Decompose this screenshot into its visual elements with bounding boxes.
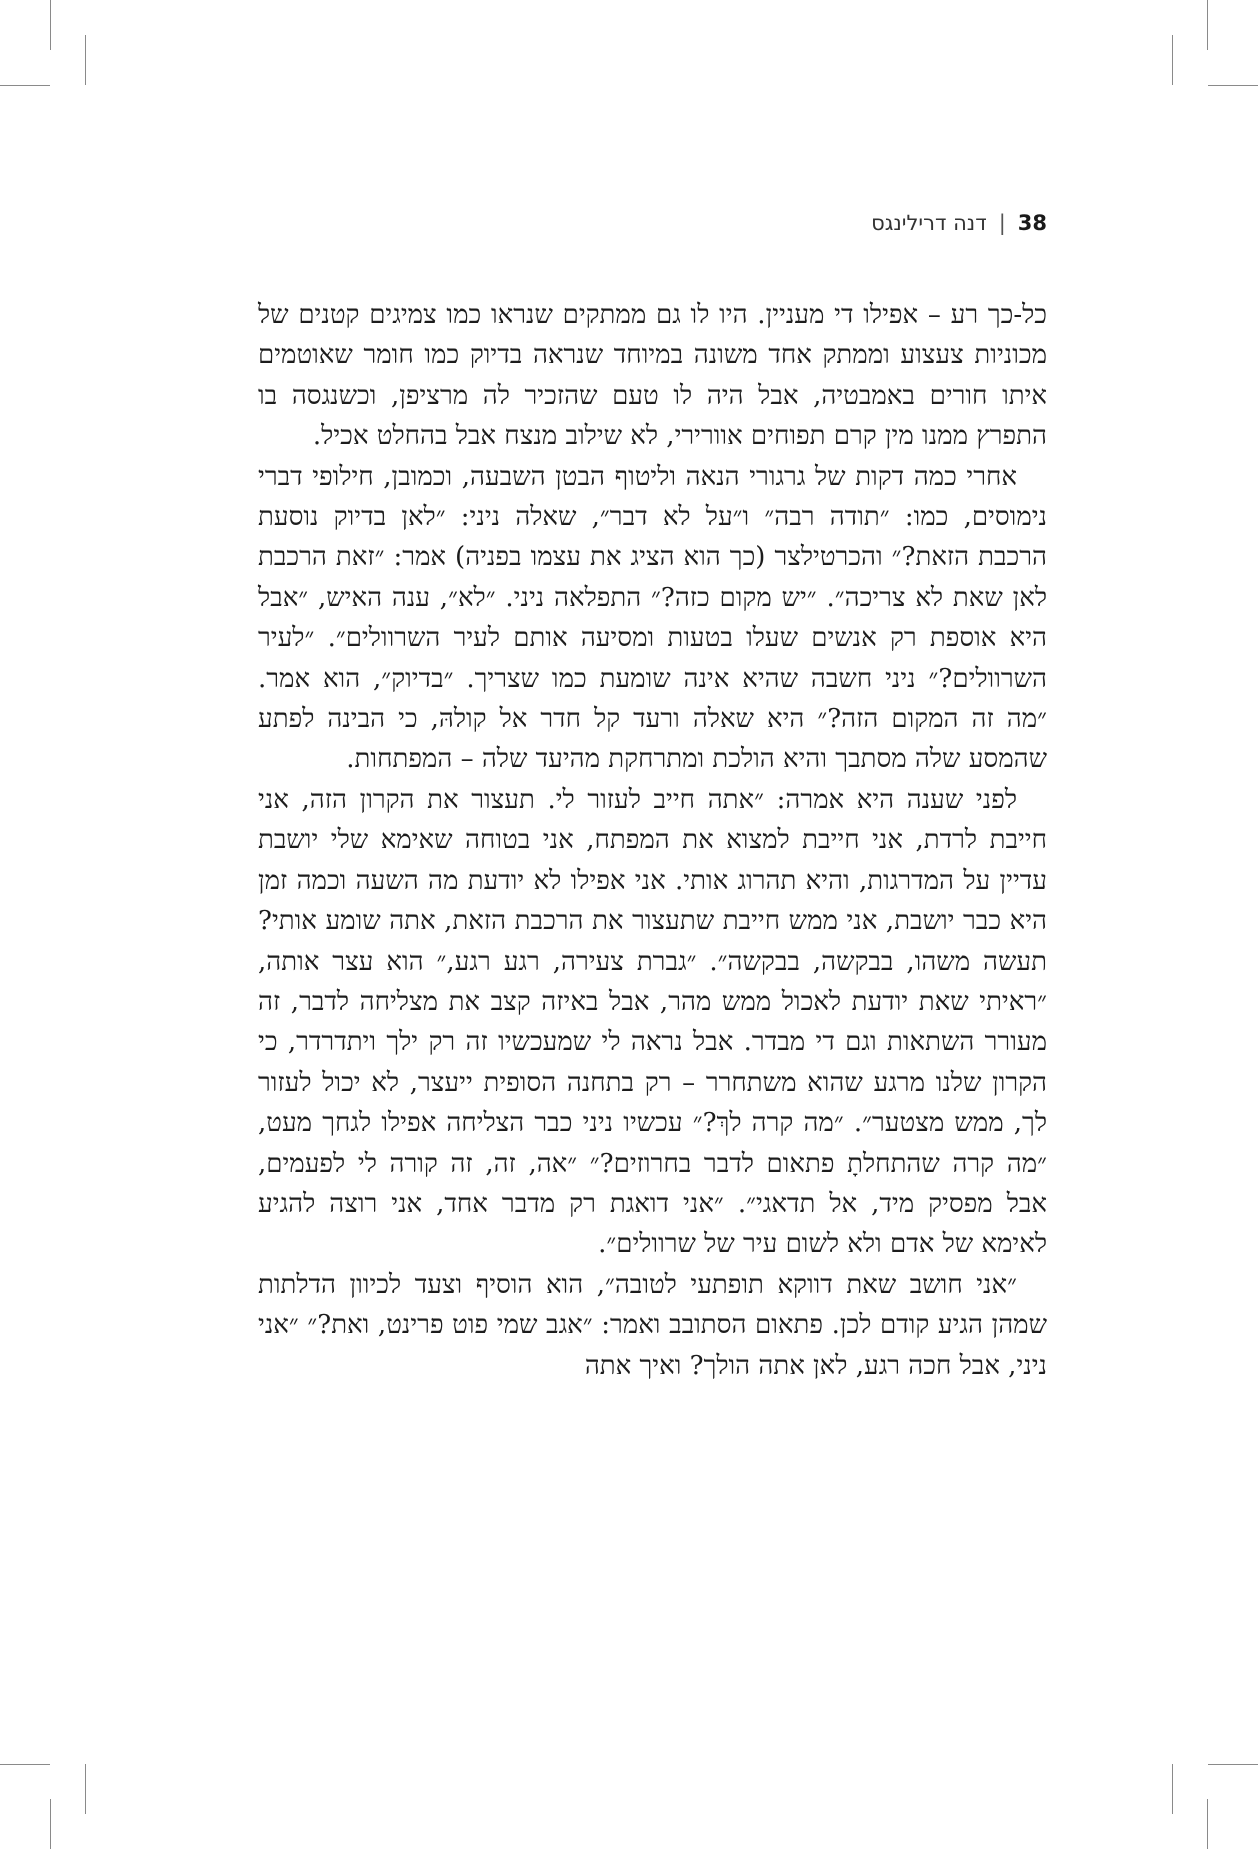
paragraph-1: כל-כך רע – אפילו די מעניין. היו לו גם ממתקים שנראו כמו צמיגים קטנים של מכוניות צעצוע וממתק אחד משונה במיוחד שנראה בדיוק כמו חומר שאוטמים איתו חורים באמבטיה, אבל היה לו טעם שהזכיר לה מרציפן, וכשנגסה בו התפרץ ממנו מין קרם תפוחים אוורירי, לא שילוב מנצח אבל בהחלט אכיל. — [258, 300, 1047, 452]
paragraph-3: לפני שענה היא אמרה: ״אתה חייב לעזור לי. תעצור את הקרון הזה, אני חייבת לרדת, אני חייבת למצוא את המפתח, אני בטוחה שאימא שלי יושבת עדיין על המדרגות, והיא תהרוג אותי. אני אפילו לא יודעת מה השעה וכמה זמן היא כבר יושבת, אני ממש חייבת שתעצור את הרכבת הזאת, אתה שומע אותי? תעשה משהו, בבקשה, בבקשה״. ״גברת צעירה, רגע רגע,״ הוא עצר אותה, ״ראיתי שאת יודעת לאכול ממש מהר, אבל באיזה קצב את מצליחה לדבר, זה מעורר השתאות וגם די מבדר. אבל נראה לי שמעכשיו זה רק ילך ויתדרדר, כי הקרון שלנו מרגע שהוא משתחרר – רק בתחנה הסופית ייעצר, לא יכול לעזור לך, ממש מצטער״. ״מה קרה לךְ?״ עכשיו ניני כבר הצליחה אפילו לגחך מעט, ״מה קרה שהתחלתָ פתאום לדבר בחרוזים?״ ״אה, זה, זה קורה לי לפעמים, אבל מפסיק מיד, אל תדאגי״. ״אני דואגת רק מדבר אחד, אני רוצה להגיע לאימא של אדם ולא לשום עיר של שרוולים״. — [258, 784, 1047, 1260]
crop-mark-bottom-right-vertical — [1207, 1799, 1208, 1849]
header-separator: | — [998, 211, 1006, 235]
running-title: דנה דרילינגס — [871, 211, 987, 235]
crop-mark-top-left-horizontal — [0, 85, 50, 86]
paragraph-4: ״אני חושב שאת דווקא תופתעי לטובה״, הוא הוסיף וצעד לכיוון הדלתות שמהן הגיע קודם לכן. פתאום הסתובב ואמר: ״אגב שמי פוט פרינט, ואת?״ ״אני ניני, אבל חכה רגע, לאן אתה הולך? ואיך אתה — [258, 1269, 1047, 1381]
crop-mark-bottom-left-horizontal — [0, 1764, 50, 1765]
crop-mark-top-right-vertical-inner — [1172, 35, 1173, 85]
crop-mark-top-right-vertical — [1207, 0, 1208, 50]
page-body — [258, 295, 1047, 1386]
crop-mark-top-right-horizontal — [1208, 85, 1258, 86]
crop-mark-bottom-right-vertical-inner — [1172, 1764, 1173, 1814]
page-number: 38 — [1017, 211, 1047, 235]
crop-mark-bottom-right-horizontal — [1208, 1764, 1258, 1765]
crop-mark-bottom-left-vertical — [50, 1799, 51, 1849]
crop-mark-top-left-vertical — [50, 0, 51, 50]
crop-mark-top-left-vertical-inner — [85, 35, 86, 85]
running-header — [258, 210, 1047, 236]
paragraph-2: אחרי כמה דקות של גרגורי הנאה וליטוף הבטן השבעה, וכמובן, חילופי דברי נימוסים, כמו: ״תודה רבה״ ו״על לא דבר״, שאלה ניני: ״לאן בדיוק נוסעת הרכבת הזאת?״ והכרטילצר (כך הוא הציג את עצמו בפניה) אמר: ״זאת הרכבת לאן שאת לא צריכה״. ״יש מקום כזה?״ התפלאה ניני. ״לא״, ענה האיש, ״אבל היא אוספת רק אנשים שעלו בטעות ומסיעה אותם לעיר השרוולים״. ״לעיר השרוולים?״ ניני חשבה שהיא אינה שומעת כמו שצריך. ״בדיוק״, הוא אמר. ״מה זה המקום הזה?״ היא שאלה ורעד קל חדר אל קולהּ, כי הבינה לפתע שהמסע שלה מסתבך והיא הולכת ומתרחקת מהיעד שלה – המפתחות. — [258, 461, 1047, 775]
crop-mark-bottom-left-vertical-inner — [85, 1764, 86, 1814]
